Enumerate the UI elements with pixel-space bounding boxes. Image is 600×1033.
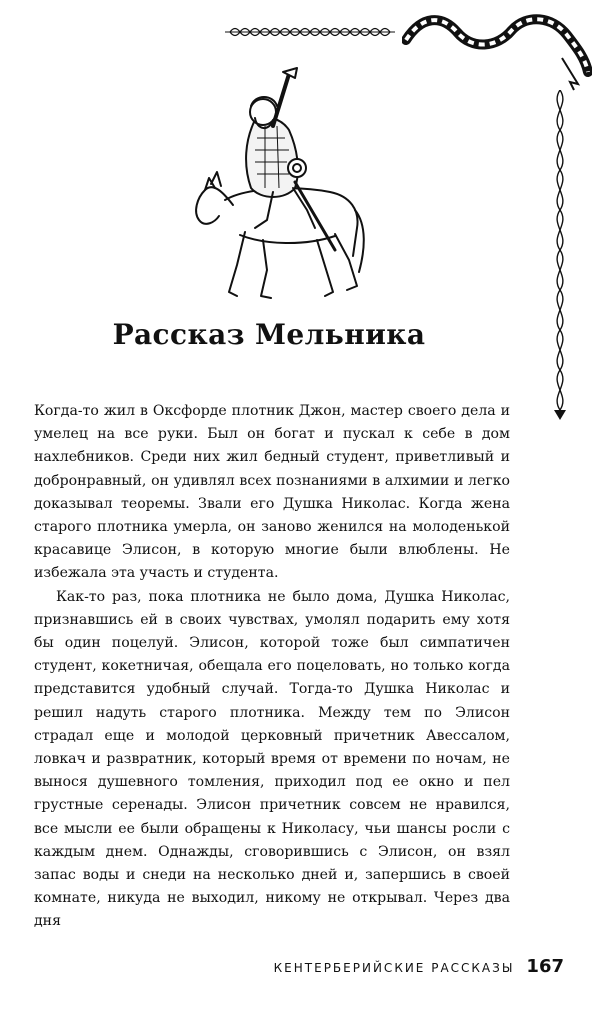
story-body xyxy=(34,400,510,934)
paragraph: Как-то раз, пока плотника не было дома, Душка Николас, признавшись ей в своих чувствах, умолял подарить ему хотя бы один поцелуй. Элисон, которой тоже был симпатичен студент, кокетничая, обещала его поцеловать, но только когда представится удобный случай. Тогда-то Душка Николас и решил надуть старого плотника. Между тем по Элисон страдал еще и молодой церковный причетник Авессалом, ловкач и развратник, который время от времени по ночам, не вынося душевного томления, приходил под ее окно и пел грустные серенады. Элисон причетник совсем не нравился, все мысли ее были обращены к Николасу, чьи шансы росли с каждым днем. Однажды, сговорившись с Элисон, он взял запас воды и снеди на несколько дней и, запершись в своей комнате, никуда не выходил, никому не открывал. Через два дня xyxy=(34,588,510,930)
running-head: КЕНТЕРБЕРИЙСКИЕ РАССКАЗЫ xyxy=(273,961,515,975)
page-title: Рассказ Мельника xyxy=(112,318,426,351)
vine-border-icon xyxy=(548,90,572,420)
paragraph: Когда-то жил в Оксфорде плотник Джон, мастер своего дела и умелец на все руки. Был он богат и пускал к себе в дом нахлебников. Среди них жил бедный студент, приветливый и добронравный, он удивлял всех познаниями в алхимии и легко доказывал теоремы. Звали его Душка Николас. Когда жена старого плотника умерла, он заново женился на молоденькой красавице Элисон, в которую многие были влюблены. Не избежала эта участь и студента. xyxy=(34,403,510,582)
miller-on-horse-illustration-icon xyxy=(185,60,375,305)
ornament-border-icon xyxy=(225,22,395,42)
page-number: 167 xyxy=(526,956,564,977)
ribbon-scroll-icon xyxy=(402,10,592,92)
page-footer xyxy=(236,956,564,977)
